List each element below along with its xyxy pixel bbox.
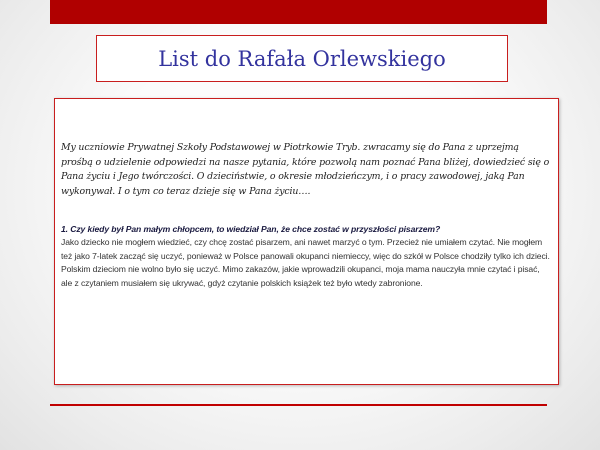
bottom-accent-line: [50, 404, 547, 406]
top-accent-bar: [50, 0, 547, 24]
slide-title: List do Rafała Orlewskiego: [158, 46, 446, 71]
content-box: [54, 98, 559, 385]
answer-paragraph: Jako dziecko nie mogłem wiedzieć, czy chcę zostać pisarzem, ani nawet marzyć o tym. Przecież nie umiałem czytać. Nie mogłem też jako 7-latek zacząć się uczyć, ponieważ w Polsce panowali okupanci niemieccy, więc do szkół w Polsce chodziły tylko ich dzieci. Polskim dzieciom nie wolno było się uczyć. Mimo zakazów, jakie wprowadzili okupanci, moja mama nauczyła mnie czytać i pisać, ale z czytaniem musiałem się ukrywać, gdyż czytanie polskich książek też było wtedy zabronione.: [61, 237, 550, 288]
question-heading: 1. Czy kiedy był Pan małym chłopcem, to wiedział Pan, że chce zostać w przyszłości pisarzem?: [61, 224, 441, 234]
title-box: [96, 35, 508, 82]
intro-paragraph: My uczniowie Prywatnej Szkoły Podstawowej w Piotrkowie Tryb. zwracamy się do Pana z uprzejmą prośbą o udzielenie odpowiedzi na nasze pytania, które pozwolą nam poznać Pana bliżej, dowiedzieć się o Pana życiu i Jego twórczości. O dzieciństwie, o okresie młodzieńczym, i o pracy zawodowej, jaką Pan wykonywał. I o tym co teraz dzieje się w Pana życiu….: [61, 142, 550, 197]
